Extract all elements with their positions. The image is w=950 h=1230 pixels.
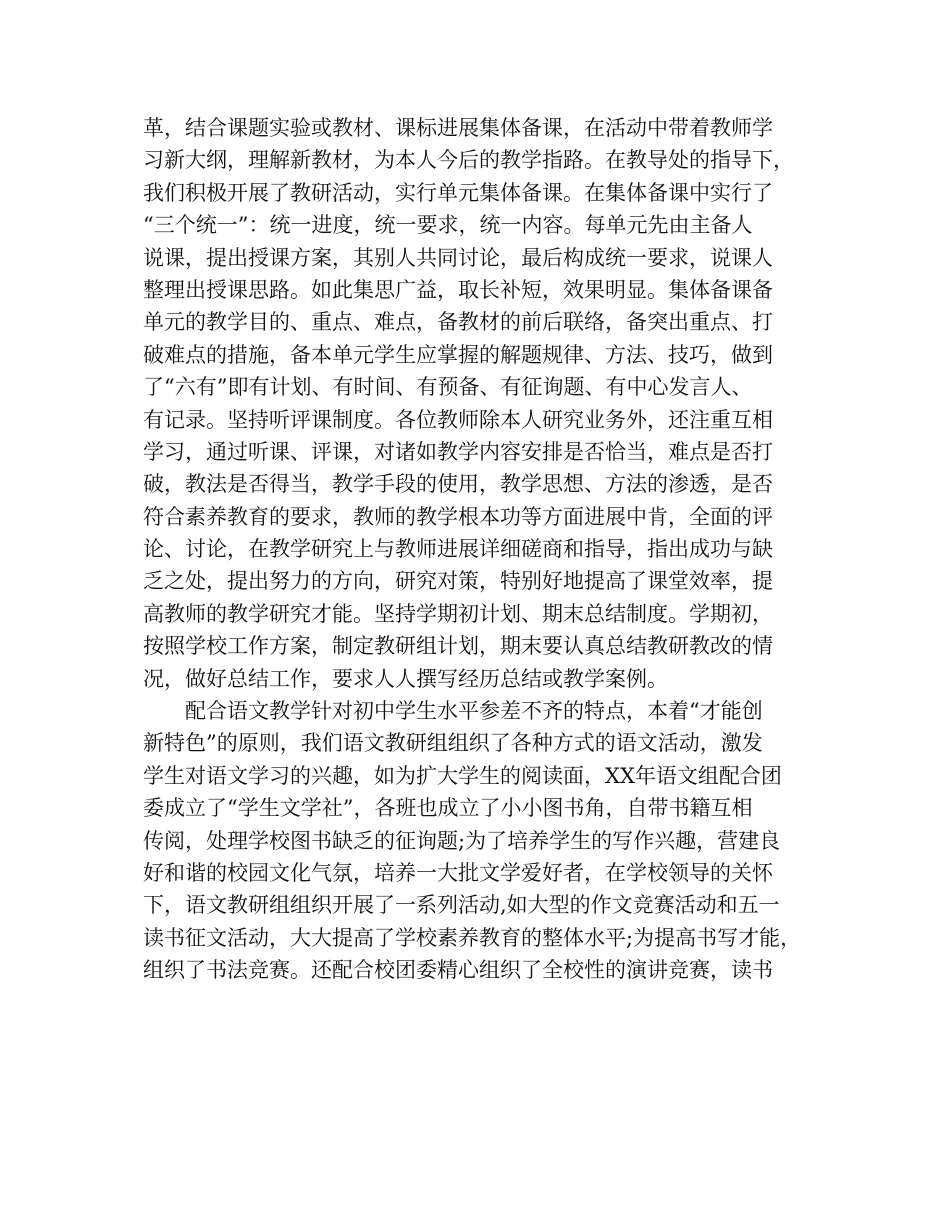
text-line: 况，做好总结工作，要求人人撰写经历总结或教学案例。 xyxy=(143,666,668,691)
text-line: 说课，提出授课方案，其别人共同讨论，最后构成统一要求，说课人 xyxy=(143,245,773,270)
text-line: 传阅，处理学校图书缺乏的征询题;为了培养学生的写作兴趣，营建良 xyxy=(143,828,781,853)
text-line: 配合语文教学针对初中学生水平参差不齐的特点，本着“才能创 xyxy=(185,699,763,724)
text-line: 破，教法是否得当，教学手段的使用，教学思想、方法的渗透，是否 xyxy=(143,472,773,497)
paragraph xyxy=(143,695,833,987)
text-line: 革，结合课题实验或教材、课标进展集体备课，在活动中带着教师学 xyxy=(143,116,773,140)
text-line: 整理出授课思路。如此集思广益，取长补短，效果明显。集体备课备 xyxy=(143,277,773,302)
text-line: 习新大纲，理解新教材，为本人今后的教学指路。在教导处的指导下， xyxy=(143,148,794,173)
text-line: 读书征文活动，大大提高了学校素养教育的整体水平;为提高书写才能， xyxy=(143,925,802,950)
text-line: 符合素养教育的要求，教师的教学根本功等方面进展中肯，全面的评 xyxy=(143,504,773,529)
text-line: 单元的教学目的、重点、难点，备教材的前后联络，备突出重点、打 xyxy=(143,310,773,335)
text-line: 有记录。坚持听评课制度。各位教师除本人研究业务外，还注重互相 xyxy=(143,407,773,432)
text-line: 乏之处，提出努力的方向，研究对策，特别好地提高了课堂效率，提 xyxy=(143,569,773,594)
text-line: 按照学校工作方案，制定教研组计划，期末要认真总结教研教改的情 xyxy=(143,634,773,659)
text-line: 我们积极开展了教研活动，实行单元集体备课。在集体备课中实行了 xyxy=(143,180,773,205)
text-line: 论、讨论，在教学研究上与教师进展详细磋商和指导，指出成功与缺 xyxy=(143,537,773,562)
document-body xyxy=(143,112,833,987)
text-line: 高教师的教学研究才能。坚持学期初计划、期末总结制度。学期初， xyxy=(143,601,773,626)
text-line: 新特色”的原则，我们语文教研组组织了各种方式的语文活动，激发 xyxy=(143,731,763,756)
text-line: 学生对语文学习的兴趣，如为扩大学生的阅读面，XX年语文组配合团 xyxy=(143,763,782,788)
text-line: 组织了书法竞赛。还配合校团委精心组织了全校性的演讲竞赛，读书 xyxy=(143,958,773,983)
text-line: 委成立了“学生文学社”，各班也成立了小小图书角，自带书籍互相 xyxy=(143,796,753,821)
text-line: 了“六有”即有计划、有时间、有预备、有征询题、有中心发言人、 xyxy=(143,375,753,400)
text-line: 好和谐的校园文化气氛，培养一大批文学爱好者，在学校领导的关怀 xyxy=(143,860,773,885)
text-line: 下，语文教研组组织开展了一系列活动,如大型的作文竞赛活动和五一 xyxy=(143,893,780,918)
paragraph xyxy=(143,112,833,695)
text-line: “三个统一”：统一进度，统一要求，统一内容。每单元先由主备人 xyxy=(143,213,753,238)
text-line: 破难点的措施，备本单元学生应掌握的解题规律、方法、技巧，做到 xyxy=(143,342,773,367)
text-line: 学习，通过听课、评课，对诸如教学内容安排是否恰当，难点是否打 xyxy=(143,439,773,464)
